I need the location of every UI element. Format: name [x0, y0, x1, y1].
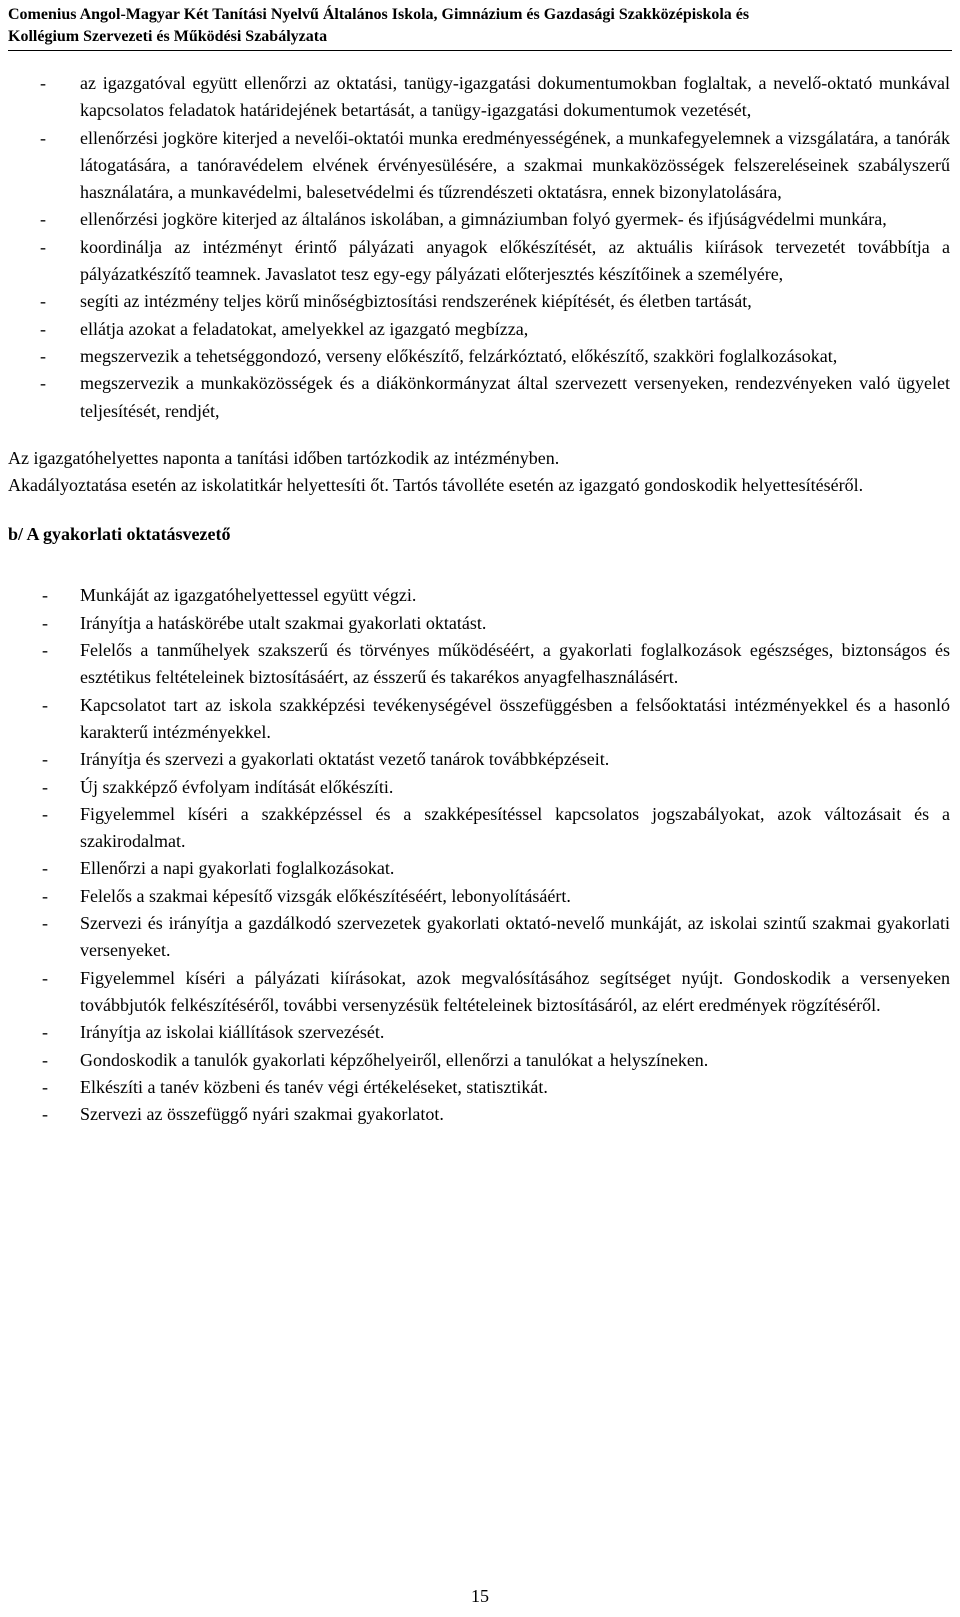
duties-list-a: [0, 70, 960, 425]
list-dash: -: [42, 1104, 48, 1125]
list-item: [0, 1019, 960, 1046]
list-item-text: Szervezi és irányítja a gazdálkodó szervezetek gyakorlati oktató-nevelő munkáját, az iskolai szintű szakmai gyakorlati versenyeket.: [80, 913, 950, 961]
header-line-1: Comenius Angol-Magyar Két Tanítási Nyelvű Általános Iskola, Gimnázium és Gazdasági Szakközépiskola és: [8, 6, 750, 23]
list-dash: -: [40, 73, 46, 93]
list-item: [0, 370, 960, 425]
list-item: [0, 610, 960, 637]
list-item: [0, 125, 960, 207]
list-dash: -: [42, 1022, 48, 1043]
list-item: [0, 206, 960, 233]
list-item-text: Irányítja a hatáskörébe utalt szakmai gyakorlati oktatást.: [80, 612, 487, 633]
list-item: [0, 910, 960, 965]
page-content: [0, 70, 960, 1128]
list-item-text: ellenőrzési jogköre kiterjed a nevelői-oktatói munka eredményességének, a munkafegyelemnek a vizsgálatára, a tanórák látogatására, a tanóravédelem elvének érvényesülésére, a szakmai munkaközösségek felszereléseinek szabályszerű használatára, a munkavédelmi, balesetvédelmi és tűzrendészeti oktatásra, ennek bizonylatolására,: [80, 127, 950, 203]
list-dash: -: [42, 694, 48, 715]
list-dash: -: [40, 236, 46, 257]
list-dash: -: [42, 913, 48, 934]
page-number: 15: [471, 1586, 489, 1606]
list-dash: -: [42, 803, 48, 824]
list-dash: -: [42, 776, 48, 797]
list-item-text: Irányítja és szervezi a gyakorlati oktatást vezető tanárok továbbképzéseit.: [80, 749, 610, 770]
list-dash: -: [40, 318, 46, 339]
list-dash: -: [42, 585, 48, 606]
list-dash: -: [42, 1076, 48, 1097]
list-item: [0, 692, 960, 747]
list-dash: -: [40, 373, 46, 394]
list-item: [0, 883, 960, 910]
list-item-text: ellátja azokat a feladatokat, amelyekkel az igazgató megbízza,: [80, 318, 529, 339]
list-item-text: segíti az intézmény teljes körű minőségbiztosítási rendszerének kiépítését, és életben tartását,: [80, 291, 752, 312]
list-item-text: Figyelemmel kíséri a pályázati kiírásokat, azok megvalósításához segítséget nyújt. Gondoskodik a versenyeken továbbjutók felkészítéséről, további versenyzésük feltételeinek biztosításáról, az elért eredmények rögzítéséről.: [80, 967, 950, 1015]
list-dash: -: [42, 1049, 48, 1070]
header-divider: [8, 50, 952, 51]
header-line-2: Kollégium Szervezeti és Működési Szabályzata: [8, 28, 328, 45]
document-header: [8, 4, 952, 48]
list-dash: -: [42, 612, 48, 633]
list-item: [0, 637, 960, 692]
list-item-text: Szervezi az összefüggő nyári szakmai gyakorlatot.: [80, 1104, 444, 1125]
list-item: [0, 288, 960, 315]
list-item-text: az igazgatóval együtt ellenőrzi az oktatási, tanügy-igazgatási dokumentumokban foglaltak, a nevelő-oktató munkával kapcsolatos feladatok határidejének betartását, a tanügy-igazgatási dokumentumok vezetését,: [80, 73, 950, 121]
list-item-text: megszervezik a tehetséggondozó, verseny előkészítő, felzárkóztató, előkészítő, szakköri foglalkozásokat,: [80, 345, 838, 366]
list-item: [0, 316, 960, 343]
list-item-text: megszervezik a munkaközösségek és a diákönkormányzat által szervezett versenyeken, rendezvényeken való ügyelet teljesítését, rendjét,: [80, 373, 950, 421]
section-title: b/ A gyakorlati oktatásvezető: [8, 524, 231, 545]
list-item-text: Gondoskodik a tanulók gyakorlati képzőhelyeiről, ellenőrzi a tanulókat a helyszíneken.: [80, 1049, 709, 1070]
list-item: [0, 1074, 960, 1101]
list-item: [0, 1101, 960, 1128]
list-item-text: Felelős a szakmai képesítő vizsgák előkészítéséért, lebonyolításáért.: [80, 885, 571, 906]
list-item: [0, 774, 960, 801]
list-item-text: Elkészíti a tanév közbeni és tanév végi értékeléseket, statisztikát.: [80, 1076, 548, 1097]
list-item-text: koordinálja az intézményt érintő pályázati anyagok előkészítését, az aktuális kiírások tervezetét továbbítja a pályázatkészítő teamnek. Javaslatot tesz egy-egy pályázati előterjesztés készítőinek a személyére,: [80, 236, 950, 285]
list-item: [0, 855, 960, 882]
list-item: [0, 965, 960, 1020]
list-item: [0, 746, 960, 773]
list-dash: -: [40, 127, 46, 148]
list-dash: -: [42, 749, 48, 770]
list-dash: -: [42, 640, 48, 661]
list-item: [0, 343, 960, 370]
list-item-text: Irányítja az iskolai kiállítások szervezését.: [80, 1022, 385, 1043]
list-item-text: ellenőrzési jogköre kiterjed az általános iskolában, a gimnáziumban folyó gyermek- és ifjúságvédelmi munkára,: [80, 209, 887, 230]
list-item-text: Figyelemmel kíséri a szakképzéssel és a szakképesítéssel kapcsolatos jogszabályokat, azok változásait és a szakirodalmat.: [80, 803, 950, 852]
duties-list-b: [0, 582, 960, 1128]
list-dash: -: [40, 291, 46, 312]
list-item-text: Ellenőrzi a napi gyakorlati foglalkozásokat.: [80, 858, 395, 879]
list-item: [0, 801, 960, 856]
list-item: [0, 1047, 960, 1074]
list-item: [0, 70, 960, 125]
list-item-text: Munkáját az igazgatóhelyettessel együtt végzi.: [80, 585, 417, 606]
list-item-text: Új szakképző évfolyam indítását előkészíti.: [80, 776, 394, 797]
list-item-text: Kapcsolatot tart az iskola szakképzési tevékenységével összefüggésben a felsőoktatási intézményekkel és a hasonló karakterű intézményekkel.: [80, 694, 950, 742]
list-dash: -: [40, 209, 46, 230]
substitution-paragraph: Akadályoztatása esetén az iskolatitkár helyettesíti őt. Tartós távolléte esetén az igazgató gondoskodik helyettesítéséről.: [8, 475, 864, 496]
list-item-text: Felelős a tanműhelyek szakszerű és törvényes működéséért, a gyakorlati foglalkozások egészséges, biztonságos és esztétikus feltételeinek biztosításáért, az ésszerű és takarékos anyagfelhasználásért.: [80, 640, 950, 688]
attendance-paragraph: Az igazgatóhelyettes naponta a tanítási időben tartózkodik az intézményben.: [8, 447, 560, 468]
list-item: [0, 234, 960, 289]
list-item: [0, 582, 960, 609]
list-dash: -: [42, 967, 48, 988]
list-dash: -: [42, 885, 48, 906]
list-dash: -: [40, 345, 46, 366]
list-dash: -: [42, 858, 48, 879]
